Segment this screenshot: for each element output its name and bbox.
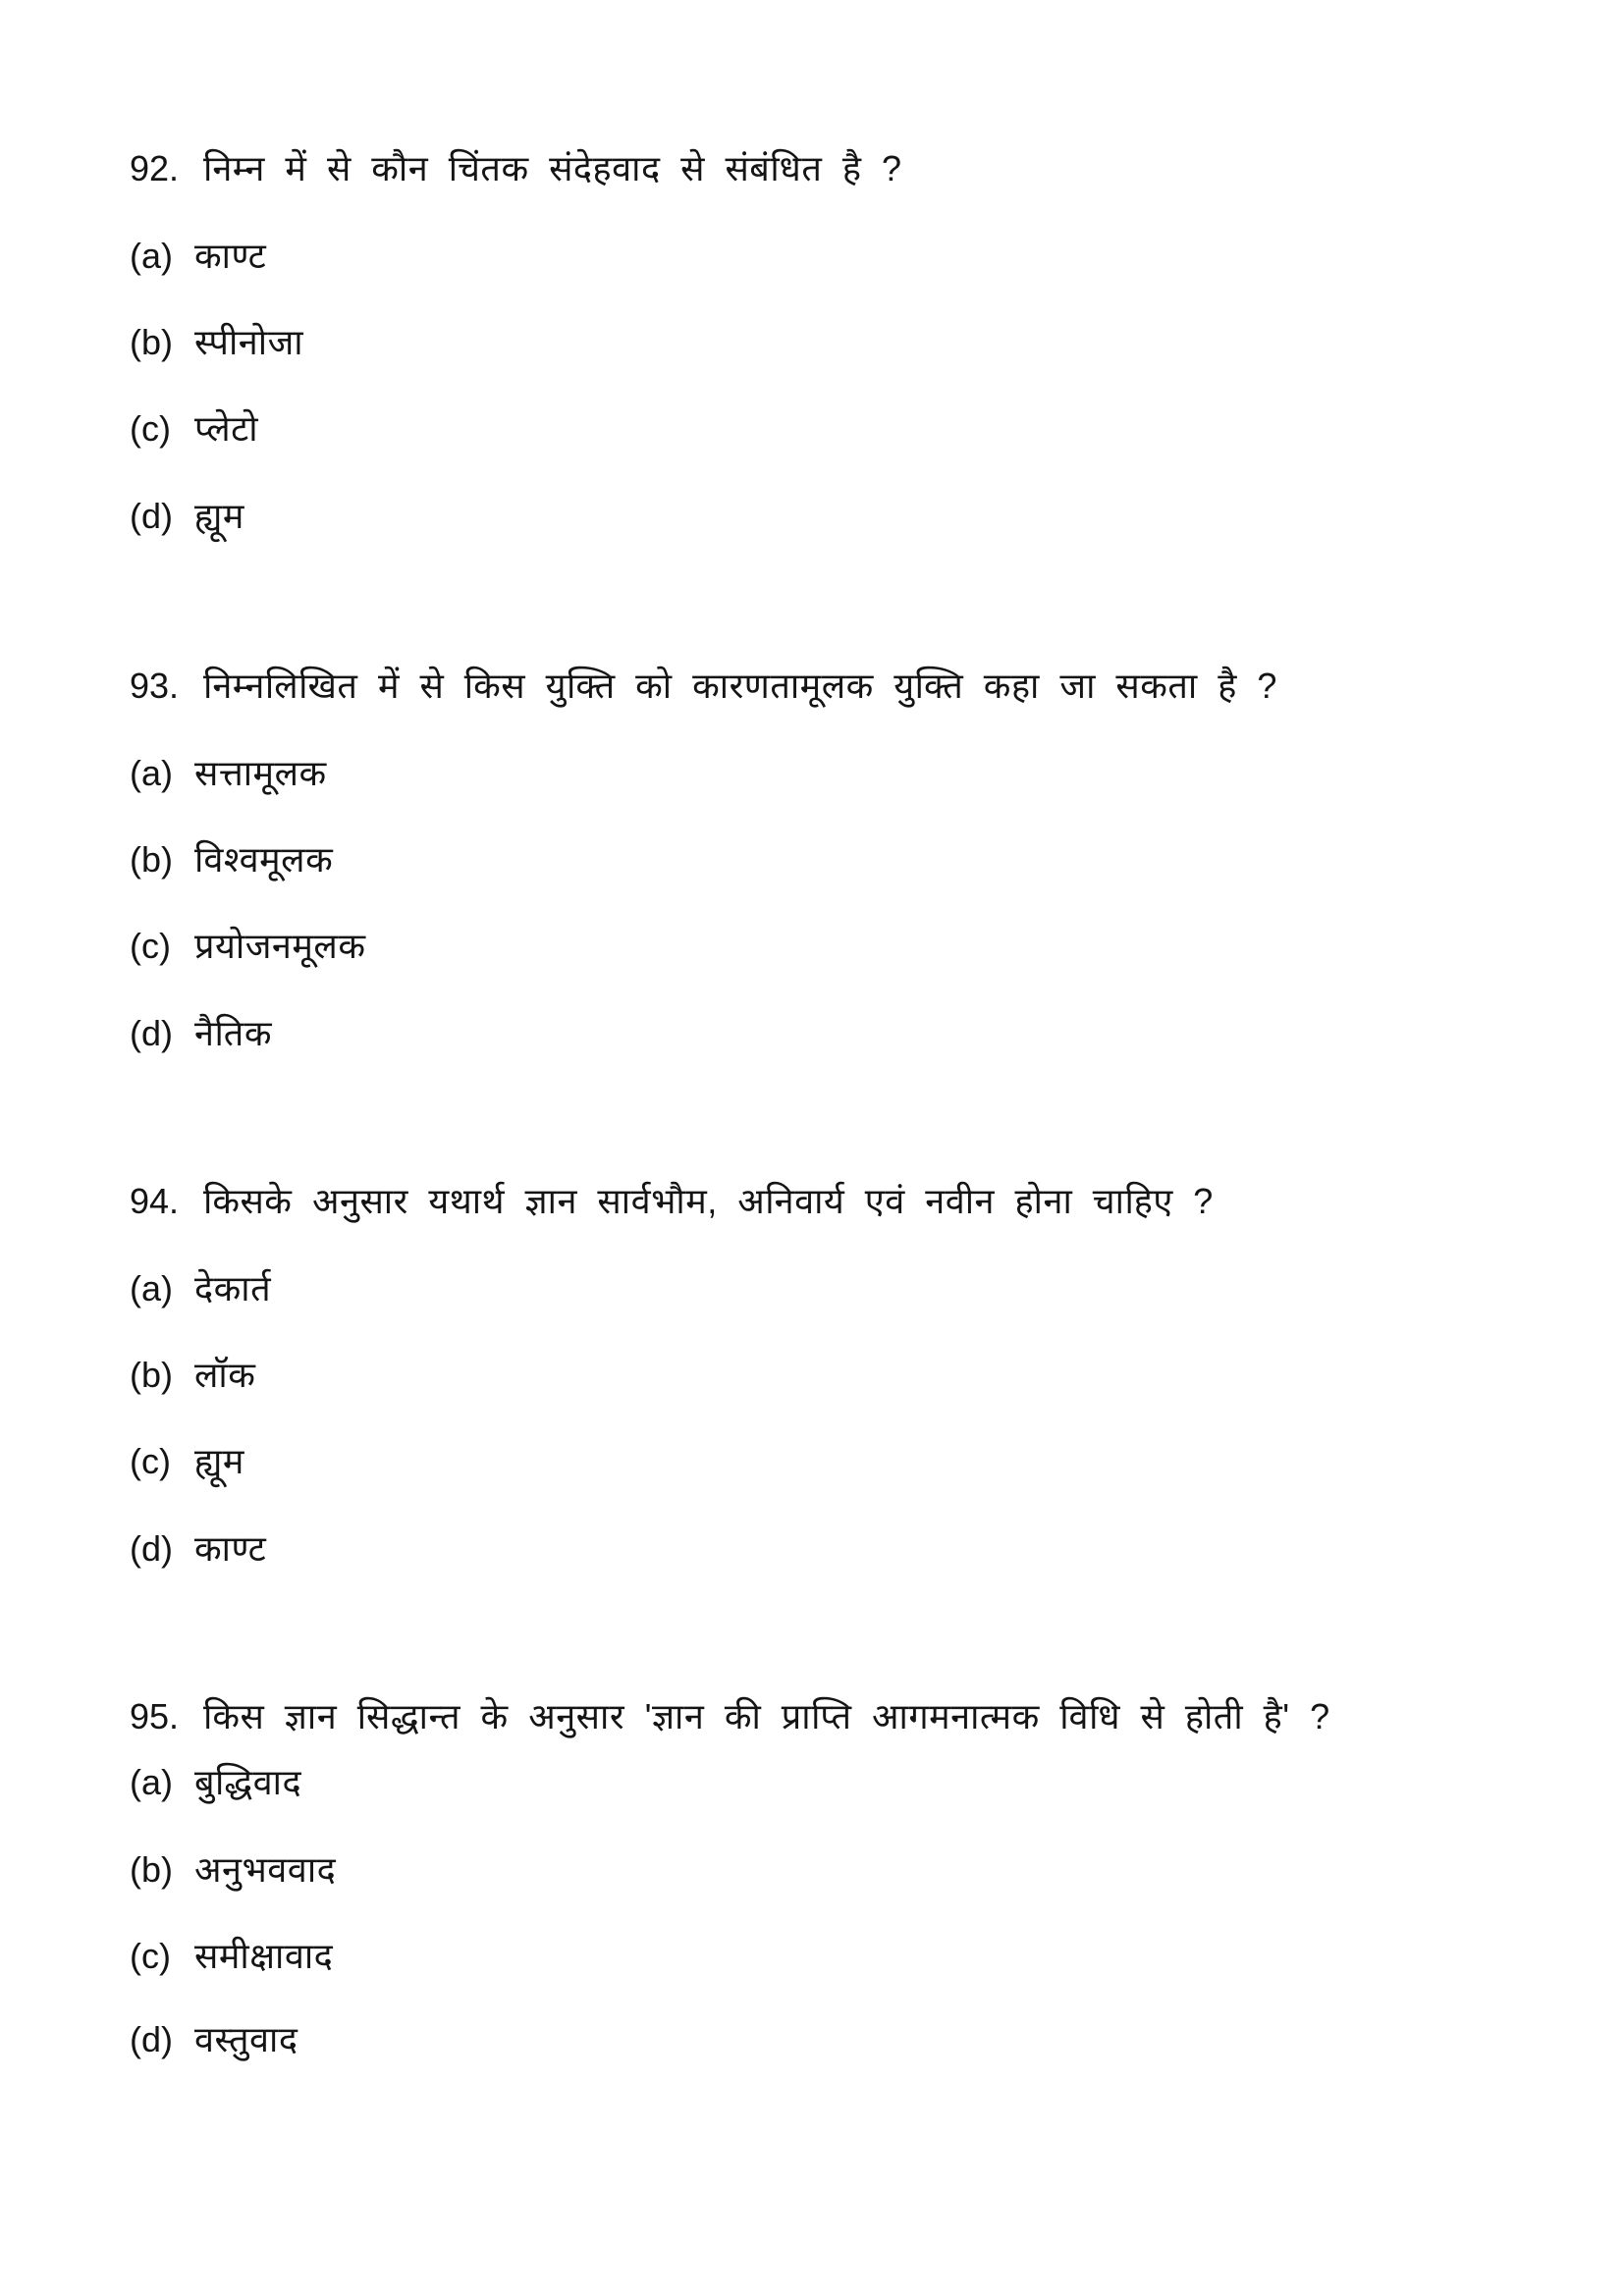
option-label: (b) bbox=[130, 839, 173, 880]
question-94 bbox=[130, 1181, 1214, 1221]
option-label: (c) bbox=[130, 408, 171, 449]
question-text: किस ज्ञान सिद्धान्त के अनुसार 'ज्ञान की प्राप्ति आगमनात्मक विधि से होती है' ? bbox=[203, 1696, 1330, 1736]
option-label: (d) bbox=[130, 2019, 173, 2059]
option-93-b bbox=[130, 839, 334, 880]
option-93-c bbox=[130, 926, 366, 966]
option-text: काण्ट bbox=[194, 1528, 267, 1569]
question-number: 93. bbox=[130, 666, 180, 706]
option-text: नैतिक bbox=[194, 1013, 272, 1053]
option-label: (a) bbox=[130, 753, 173, 793]
option-label: (a) bbox=[130, 1762, 173, 1802]
option-label: (b) bbox=[130, 322, 173, 362]
option-text: वस्तुवाद bbox=[194, 2019, 298, 2059]
option-95-a bbox=[130, 1762, 302, 1802]
option-94-a bbox=[130, 1268, 272, 1308]
option-92-c bbox=[130, 408, 259, 449]
option-text: सत्तामूलक bbox=[194, 753, 327, 793]
option-text: प्लेटो bbox=[194, 408, 259, 449]
option-label: (a) bbox=[130, 236, 173, 276]
option-text: अनुभववाद bbox=[194, 1849, 337, 1890]
option-text: बुद्धिवाद bbox=[194, 1762, 302, 1802]
option-text: स्पीनोजा bbox=[194, 322, 304, 362]
option-93-d bbox=[130, 1013, 272, 1053]
option-text: समीक्षावाद bbox=[194, 1936, 334, 1976]
option-95-c bbox=[130, 1936, 334, 1976]
question-text: निम्न में से कौन चिंतक संदेहवाद से संबंधित है ? bbox=[203, 148, 902, 188]
question-number: 94. bbox=[130, 1181, 180, 1221]
option-text: लॉक bbox=[194, 1355, 256, 1395]
question-92 bbox=[130, 148, 902, 188]
option-text: काण्ट bbox=[194, 236, 267, 276]
question-number: 95. bbox=[130, 1696, 180, 1736]
option-95-b bbox=[130, 1849, 337, 1890]
question-text: किसके अनुसार यथार्थ ज्ञान सार्वभौम, अनिवार्य एवं नवीन होना चाहिए ? bbox=[203, 1181, 1214, 1221]
option-93-a bbox=[130, 753, 327, 793]
option-94-c bbox=[130, 1441, 244, 1481]
option-label: (c) bbox=[130, 1936, 171, 1976]
option-label: (b) bbox=[130, 1355, 173, 1395]
option-text: विश्वमूलक bbox=[194, 839, 334, 880]
option-label: (b) bbox=[130, 1849, 173, 1890]
option-label: (d) bbox=[130, 496, 173, 536]
option-label: (c) bbox=[130, 926, 171, 966]
question-number: 92. bbox=[130, 148, 180, 188]
option-label: (c) bbox=[130, 1441, 171, 1481]
question-95 bbox=[130, 1696, 1330, 1736]
option-text: ह्यूम bbox=[194, 496, 244, 536]
option-text: प्रयोजनमूलक bbox=[194, 926, 366, 966]
option-94-d bbox=[130, 1528, 267, 1569]
option-label: (d) bbox=[130, 1013, 173, 1053]
question-text: निम्नलिखित में से किस युक्ति को कारणतामूलक युक्ति कहा जा सकता है ? bbox=[203, 666, 1277, 706]
option-text: देकार्त bbox=[194, 1268, 272, 1308]
option-label: (a) bbox=[130, 1268, 173, 1308]
option-95-d bbox=[130, 2019, 298, 2059]
option-92-a bbox=[130, 236, 267, 276]
option-94-b bbox=[130, 1355, 256, 1395]
option-label: (d) bbox=[130, 1528, 173, 1569]
option-text: ह्यूम bbox=[194, 1441, 244, 1481]
option-92-b bbox=[130, 322, 304, 362]
question-93 bbox=[130, 668, 1277, 704]
option-92-d bbox=[130, 496, 244, 536]
